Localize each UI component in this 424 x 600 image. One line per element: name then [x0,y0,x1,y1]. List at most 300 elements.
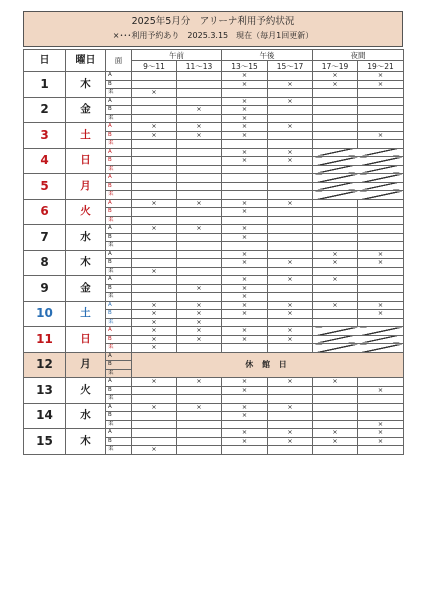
slot-cell [313,106,358,115]
table-row [24,250,404,259]
morning-header: 午前 [132,50,222,61]
slot-cell [132,182,177,191]
weekday: 水 [66,403,106,429]
slot-cell [132,395,177,404]
facility-label: A [106,352,132,361]
unavailable-slot-cell [313,344,358,353]
slot-cell [313,242,358,251]
slot-cell [177,208,222,217]
slot-cell: × [222,386,268,395]
facility-label: 柔 [106,216,132,225]
slot-cell: × [222,97,268,106]
slot-cell [177,157,222,166]
slot-header: 15～17 [268,61,313,72]
slot-cell [358,140,404,149]
day-number: 3 [24,123,66,149]
facility-label: B [106,182,132,191]
slot-cell [177,446,222,455]
day-number: 2 [24,97,66,123]
slot-cell: × [222,148,268,157]
slot-cell: × [222,199,268,208]
facility-label: A [106,72,132,81]
facility-label: 柔 [106,140,132,149]
slot-cell [132,420,177,429]
facility-label: B [106,361,132,370]
slot-cell [177,174,222,183]
slot-cell [132,174,177,183]
slot-cell: × [358,259,404,268]
slot-cell: × [268,429,313,438]
slot-cell [268,293,313,302]
slot-cell [177,412,222,421]
slot-cell: × [313,250,358,259]
unavailable-slot-cell [313,335,358,344]
slot-cell [132,106,177,115]
unavailable-slot-cell [313,148,358,157]
facility-label: 柔 [106,293,132,302]
slot-cell [268,284,313,293]
slot-cell [358,199,404,208]
slot-cell [313,225,358,234]
slot-cell [313,293,358,302]
facility-label: A [106,148,132,157]
slot-cell [222,165,268,174]
facility-label: A [106,378,132,387]
slot-cell [132,208,177,217]
slot-cell [358,114,404,123]
weekday-header: 曜日 [66,50,106,72]
slot-cell: × [132,446,177,455]
slot-cell [177,233,222,242]
slot-cell: × [222,114,268,123]
table-row [24,429,404,438]
slot-cell: × [313,437,358,446]
slot-cell: × [313,72,358,81]
slot-cell: × [177,378,222,387]
slot-cell [177,276,222,285]
slot-cell [313,395,358,404]
slot-cell: × [177,310,222,319]
slot-cell [358,123,404,132]
slot-cell: × [222,233,268,242]
slot-cell [222,318,268,327]
unavailable-slot-cell [358,174,404,183]
slot-cell: × [132,199,177,208]
table-row [24,352,404,361]
slot-cell [268,89,313,98]
slot-cell: × [177,106,222,115]
slot-cell [358,89,404,98]
facility-label: B [106,259,132,268]
slot-cell [177,216,222,225]
slot-cell: × [222,403,268,412]
slot-cell [132,97,177,106]
slot-cell [358,208,404,217]
slot-cell [132,72,177,81]
slot-cell: × [313,259,358,268]
day-number: 8 [24,250,66,276]
slot-cell: × [358,131,404,140]
slot-cell [132,114,177,123]
slot-cell [313,97,358,106]
unavailable-slot-cell [313,191,358,200]
slot-cell [358,97,404,106]
slot-cell [358,216,404,225]
slot-cell [268,386,313,395]
slot-cell [358,106,404,115]
slot-cell: × [177,284,222,293]
slot-cell: × [313,301,358,310]
table-row [24,123,404,132]
slot-cell [177,165,222,174]
slot-cell: × [132,89,177,98]
slot-cell: × [358,72,404,81]
slot-cell: × [358,80,404,89]
facility-label: 柔 [106,395,132,404]
slot-cell [132,242,177,251]
slot-cell [177,395,222,404]
slot-cell [268,131,313,140]
slot-cell [177,148,222,157]
slot-cell [132,216,177,225]
facility-label: 柔 [106,344,132,353]
slot-cell: × [358,386,404,395]
slot-cell [132,191,177,200]
slot-cell: × [222,250,268,259]
table-row [24,301,404,310]
table-row [24,72,404,81]
table-row [24,148,404,157]
facility-label: A [106,403,132,412]
slot-cell [358,242,404,251]
slot-cell: × [358,437,404,446]
weekday: 木 [66,429,106,455]
slot-cell: × [177,199,222,208]
day-number: 10 [24,301,66,327]
facility-label: 柔 [106,267,132,276]
slot-cell [268,182,313,191]
slot-cell [222,242,268,251]
weekday: 土 [66,123,106,149]
facility-label: B [106,437,132,446]
slot-cell: × [313,378,358,387]
table-row [24,225,404,234]
slot-cell [358,233,404,242]
slot-cell: × [222,123,268,132]
facility-label: B [106,386,132,395]
slot-cell: × [177,327,222,336]
facility-label: A [106,199,132,208]
slot-cell [268,225,313,234]
slot-cell [132,437,177,446]
legend-note: ×･･･利用予約あり 2025.3.15 現在（毎月1回更新） [112,31,314,40]
slot-cell [222,446,268,455]
slot-cell: × [177,225,222,234]
slot-cell [132,157,177,166]
slot-cell: × [132,335,177,344]
slot-cell [358,395,404,404]
slot-cell [132,140,177,149]
facility-label: A [106,250,132,259]
slot-cell [132,259,177,268]
slot-cell: × [268,276,313,285]
slot-cell [177,114,222,123]
slot-cell [177,140,222,149]
slot-cell [313,89,358,98]
slot-cell: × [222,412,268,421]
slot-cell: × [222,378,268,387]
facility-label: 柔 [106,446,132,455]
slot-cell: × [268,335,313,344]
slot-cell [132,80,177,89]
slot-cell: × [358,420,404,429]
table-row [24,276,404,285]
unavailable-slot-cell [358,344,404,353]
facility-label: 柔 [106,114,132,123]
slot-cell [177,242,222,251]
slot-cell [313,216,358,225]
slot-cell: × [177,301,222,310]
table-row [24,174,404,183]
slot-cell [268,446,313,455]
facility-label: A [106,97,132,106]
facility-label: A [106,276,132,285]
slot-cell: × [222,310,268,319]
facility-label: B [106,106,132,115]
table-row [24,403,404,412]
slot-cell [313,140,358,149]
slot-cell: × [132,123,177,132]
slot-cell [268,233,313,242]
slot-cell [132,293,177,302]
slot-cell [313,403,358,412]
slot-cell [132,250,177,259]
slot-cell [313,386,358,395]
slot-cell: × [268,403,313,412]
day-number: 5 [24,174,66,200]
weekday: 金 [66,97,106,123]
slot-cell [222,267,268,276]
facility-label: A [106,123,132,132]
slot-cell: × [268,310,313,319]
weekday: 木 [66,250,106,276]
slot-header: 19～21 [358,61,404,72]
slot-cell: × [313,276,358,285]
slot-cell: × [222,284,268,293]
slot-cell [358,225,404,234]
day-number: 7 [24,225,66,251]
unavailable-slot-cell [358,335,404,344]
day-number: 14 [24,403,66,429]
slot-cell: × [222,429,268,438]
slot-cell [358,276,404,285]
slot-cell: × [132,131,177,140]
slot-cell: × [177,131,222,140]
weekday: 日 [66,148,106,174]
slot-cell [268,114,313,123]
facility-label: B [106,335,132,344]
slot-cell [313,310,358,319]
slot-cell: × [177,335,222,344]
day-number: 11 [24,327,66,353]
slot-cell [177,80,222,89]
facility-header: 面 [106,50,132,72]
slot-cell [313,233,358,242]
slot-cell [132,276,177,285]
slot-cell [177,259,222,268]
slot-cell: × [132,318,177,327]
slot-cell [313,199,358,208]
title-box [23,11,403,47]
slot-cell [268,395,313,404]
facility-label: A [106,301,132,310]
page-title: 2025年5月分 アリーナ利用予約状況 [131,16,295,27]
slot-cell [358,403,404,412]
slot-cell: × [222,327,268,336]
table-row [24,378,404,387]
table-body [24,72,404,455]
slot-cell: × [268,437,313,446]
slot-cell: × [268,378,313,387]
facility-label: 柔 [106,191,132,200]
slot-cell [268,242,313,251]
day-number: 12 [24,352,66,378]
slot-cell [268,208,313,217]
slot-cell: × [222,301,268,310]
facility-label: B [106,233,132,242]
slot-cell: × [132,310,177,319]
slot-cell: × [268,199,313,208]
day-number: 15 [24,429,66,455]
slot-cell [177,72,222,81]
slot-cell: × [132,225,177,234]
unavailable-slot-cell [313,182,358,191]
unavailable-slot-cell [313,165,358,174]
slot-cell: × [358,250,404,259]
slot-cell [132,386,177,395]
slot-cell: × [222,131,268,140]
slot-cell [313,284,358,293]
schedule-sheet [23,11,403,455]
weekday: 水 [66,225,106,251]
slot-cell: × [132,327,177,336]
slot-cell [313,420,358,429]
facility-label: 柔 [106,242,132,251]
slot-cell [358,412,404,421]
slot-cell [177,386,222,395]
slot-cell: × [132,403,177,412]
slot-cell [358,446,404,455]
slot-cell: × [358,429,404,438]
slot-cell [268,106,313,115]
slot-cell [177,344,222,353]
slot-cell: × [222,437,268,446]
facility-label: B [106,131,132,140]
unavailable-slot-cell [358,148,404,157]
slot-cell: × [268,327,313,336]
slot-cell [313,446,358,455]
slot-cell [177,191,222,200]
facility-label: B [106,157,132,166]
slot-cell [358,378,404,387]
slot-cell: × [132,267,177,276]
slot-cell [268,174,313,183]
slot-cell: × [222,208,268,217]
slot-cell [177,250,222,259]
slot-cell [268,420,313,429]
slot-cell [177,420,222,429]
slot-cell [268,216,313,225]
weekday: 日 [66,327,106,353]
unavailable-slot-cell [358,191,404,200]
facility-label: 柔 [106,369,132,378]
slot-cell [177,182,222,191]
slot-cell: × [222,276,268,285]
weekday: 火 [66,199,106,225]
weekday: 月 [66,174,106,200]
slot-cell [313,131,358,140]
slot-cell [222,420,268,429]
slot-cell [268,318,313,327]
slot-cell: × [358,301,404,310]
slot-cell: × [358,310,404,319]
facility-label: B [106,284,132,293]
slot-header: 13～15 [222,61,268,72]
slot-cell [177,437,222,446]
reservation-table [23,49,404,455]
slot-cell [268,412,313,421]
slot-cell [177,293,222,302]
slot-cell [268,191,313,200]
slot-cell: × [222,259,268,268]
slot-cell: × [313,429,358,438]
slot-cell: × [268,157,313,166]
slot-cell [132,165,177,174]
slot-cell: × [268,259,313,268]
unavailable-slot-cell [313,327,358,336]
weekday: 火 [66,378,106,404]
slot-cell [222,174,268,183]
slot-cell [222,395,268,404]
night-header: 夜間 [313,50,404,61]
facility-label: B [106,310,132,319]
facility-label: A [106,225,132,234]
slot-cell [313,318,358,327]
unavailable-slot-cell [358,327,404,336]
slot-cell: × [268,301,313,310]
slot-cell [268,165,313,174]
slot-cell [313,412,358,421]
slot-cell [313,123,358,132]
slot-cell [177,97,222,106]
afternoon-header: 午後 [222,50,313,61]
slot-cell [222,89,268,98]
slot-cell: × [177,318,222,327]
facility-label: A [106,174,132,183]
facility-label: A [106,429,132,438]
facility-label: B [106,412,132,421]
facility-label: 柔 [106,318,132,327]
day-number: 6 [24,199,66,225]
slot-cell: × [268,148,313,157]
slot-cell: × [132,301,177,310]
facility-label: 柔 [106,165,132,174]
facility-label: 柔 [106,89,132,98]
slot-header: 11～13 [177,61,222,72]
unavailable-slot-cell [358,182,404,191]
slot-cell: × [222,72,268,81]
slot-cell [358,284,404,293]
